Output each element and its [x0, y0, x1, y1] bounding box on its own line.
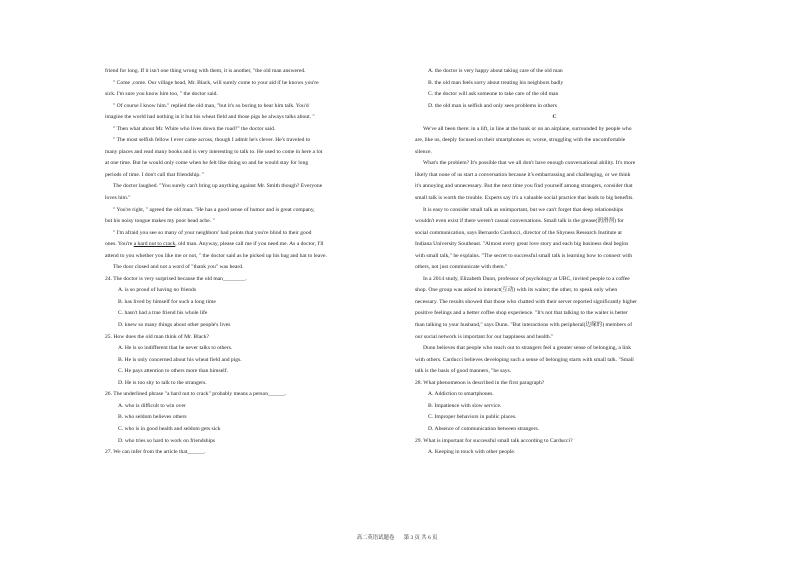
right-line: wouldn't even exist if there weren't casual conversations. Small talk is the grease(润滑剂) for — [415, 218, 624, 225]
right-answer-option: B. Impatience with slow service. — [428, 402, 502, 409]
right-line: It is easy to consider small talk as unimportant, but we can't forget that deep relationships — [423, 206, 624, 213]
left-line: loves him." — [105, 195, 131, 202]
left-column — [105, 66, 383, 459]
right-line: our social network is important for our happiness and health." — [415, 333, 554, 340]
left-line: " The most selfish fellow I ever came across, though I admit he's clever. He's traveled to — [113, 137, 311, 144]
right-answer-option: A. Keeping in touch with other people. — [428, 449, 516, 456]
right-answer-option: C. the doctor will ask someone to take care of the old man — [428, 91, 559, 98]
right-line: small talk is worth the trouble. Experts say it's a valuable social practice that leads to big benefits. — [415, 195, 634, 202]
left-line: " Come ,come. Our village head, Mr. Black, will surely come to your aid if he knows you're — [113, 79, 319, 86]
right-question: 29. What is important for successful small talk according to Carducci? — [415, 437, 573, 444]
left-line: attend to you whether you like me or not, " the doctor said as he picked up his bag and hat to leave. — [105, 252, 327, 259]
right-question: 28. What phenomenon is described in the first paragraph? — [415, 379, 545, 386]
right-line: social communication, says Bernardo Carducci, director of the Shyness Research Institute at — [415, 229, 622, 236]
left-question: 26. The underlined phrase "a hard nut to crack" probably means a person______. — [105, 391, 287, 398]
right-line: positive feelings and a better coffee shop experience. "It's not that talking to the waiter is better — [415, 310, 628, 317]
left-answer-option: C. hasn't had a true friend his whole life — [118, 310, 208, 317]
left-line: imagine the world had nothing in it but his wheat field and those pigs he always talks about. " — [105, 114, 315, 121]
footer-page-info: 第 3 页 共 6 页 — [403, 535, 438, 541]
right-answer-option: C. Improper behaviors in public places. — [428, 414, 517, 421]
left-answer-option: B. has lived by himself for such a long time — [118, 298, 216, 305]
page-footer — [0, 533, 794, 541]
left-answer-option: D. knew so many things about other people's lives — [118, 322, 231, 329]
left-question: 27. We can infer from the article that______. — [105, 449, 206, 456]
right-line: shop. One group was asked to interact(互动) with its waiter; the other, to speak only when — [415, 287, 618, 294]
left-answer-option: A. who is difficult to win over — [118, 402, 186, 409]
left-answer-option: A. He is so indifferent that he never talks to others. — [118, 345, 233, 352]
left-line: The doctor laughed. "You surely can't bring up anything against Mr. Smith though? Everyone — [113, 183, 323, 190]
left-answer-option: A. is so proud of having no friends — [118, 287, 196, 294]
left-answer-option: C. He pays attention to others more than himself. — [118, 368, 228, 375]
left-answer-option: C. who is in good health and seldom gets sick — [118, 425, 221, 432]
left-line: " Then what about Mr. White who lives down the road?" the doctor said. — [113, 125, 276, 132]
left-line: " You're right, " agreed the old man. "He has a good sense of humor and is great company, — [113, 206, 315, 213]
left-line: periods of time. I don't call that friendship. " — [105, 171, 205, 178]
right-line: In a 2014 study, Elizabeth Dunn, professor of psychology at UBC, invited people to a coffee — [423, 275, 630, 282]
left-line: " I'm afraid you see so many of your neighbors' bad points that you're blind to their good — [113, 229, 312, 236]
right-line: are, like us, deeply focused on their smartphones or, worse, struggling with the uncomfortable — [415, 137, 626, 144]
right-line: with small talk," he explains. "The secret to successful small talk is learning how to connect with — [415, 252, 633, 259]
left-line: " Of course I know him." replied the old man, "but it's so boring to hear him talk. You'd — [113, 102, 309, 109]
right-line: necessary. The results showed that those who chatted with their server reported significantly higher — [415, 298, 637, 305]
right-line: with others. Carducci believes developing such a sense of belonging starts with small talk. "Small — [415, 356, 634, 363]
footer-title: 高二英语试题卷 — [356, 535, 395, 541]
right-answer-option: D. the old man is selfish and only sees problems in others — [428, 102, 557, 109]
right-column — [415, 66, 694, 459]
right-answer-option: B. the old man feels sorry about treating his neighbors badly — [428, 79, 564, 86]
section-heading: C — [552, 114, 557, 121]
right-answer-option: D. Absence of communication between strangers. — [428, 425, 540, 432]
right-answer-option: A. the doctor is very happy about taking care of the old man — [428, 68, 563, 74]
right-line: What's the problem? It's possible that we all don't have enough conversational ability. It's more — [423, 160, 636, 167]
right-line: than talking to your husband," says Dunn. "But interactions with peripheral(边缘的) members of — [415, 322, 633, 329]
left-line: at one time. But he would only come when he felt like doing so and he would stay for long — [105, 160, 309, 167]
right-line: it's annoying and unnecessary. But the next time you find yourself among strangers, consider that — [415, 183, 633, 190]
right-line: We've all been there: in a lift, in line at the bank or on an airplane, surrounded by people who — [423, 125, 632, 132]
left-answer-option: D. He is too shy to talk to the strangers. — [118, 379, 207, 386]
left-line: The door closed and not a word of "thank you" was heard. — [113, 264, 244, 271]
right-line: Dunn believes that people who reach out to strangers feel a greater sense of belonging, a link — [423, 345, 631, 352]
left-question: 24. The doctor is very surprised because the old man________. — [105, 275, 247, 282]
right-line: others, not just communicate with them." — [415, 264, 508, 271]
right-line: Indiana University Southeast. "Almost every great love story and each big business deal begins — [415, 241, 629, 248]
left-line: friend for long. If it isn't one thing wrong with them, it is another, "the old man answered. — [105, 68, 306, 74]
left-answer-option: B. He is only concerned about his wheat field and pigs. — [118, 356, 242, 363]
right-answer-option: A. Addiction to smartphones. — [428, 391, 494, 398]
right-line: talk is the basis of good manners, "he says. — [415, 368, 512, 375]
right-line: likely that none of us start a conversation because it's embarrassing and challenging, or we think — [415, 171, 631, 178]
left-answer-option: B. who seldom believes others — [118, 414, 187, 421]
left-line: many places and read many books and is very interesting to talk to. He used to come in here a lot — [105, 148, 323, 155]
left-answer-option: D. who tries so hard to work on friendships — [118, 437, 216, 444]
underlined-phrase: a hard nut to crack — [133, 241, 176, 248]
left-line: ones. You're a hard nut to crack, old man. Anyway, please call me if you need me. As a doctor, I'll — [105, 241, 324, 248]
left-line: sick. I'm sure you know him too, " the doctor said. — [105, 91, 218, 98]
left-question: 25. How does the old man think of Mr. Black? — [105, 333, 209, 340]
right-line: silence. — [415, 148, 432, 155]
left-line: but his noisy tongue makes my poor head ache. " — [105, 218, 215, 225]
